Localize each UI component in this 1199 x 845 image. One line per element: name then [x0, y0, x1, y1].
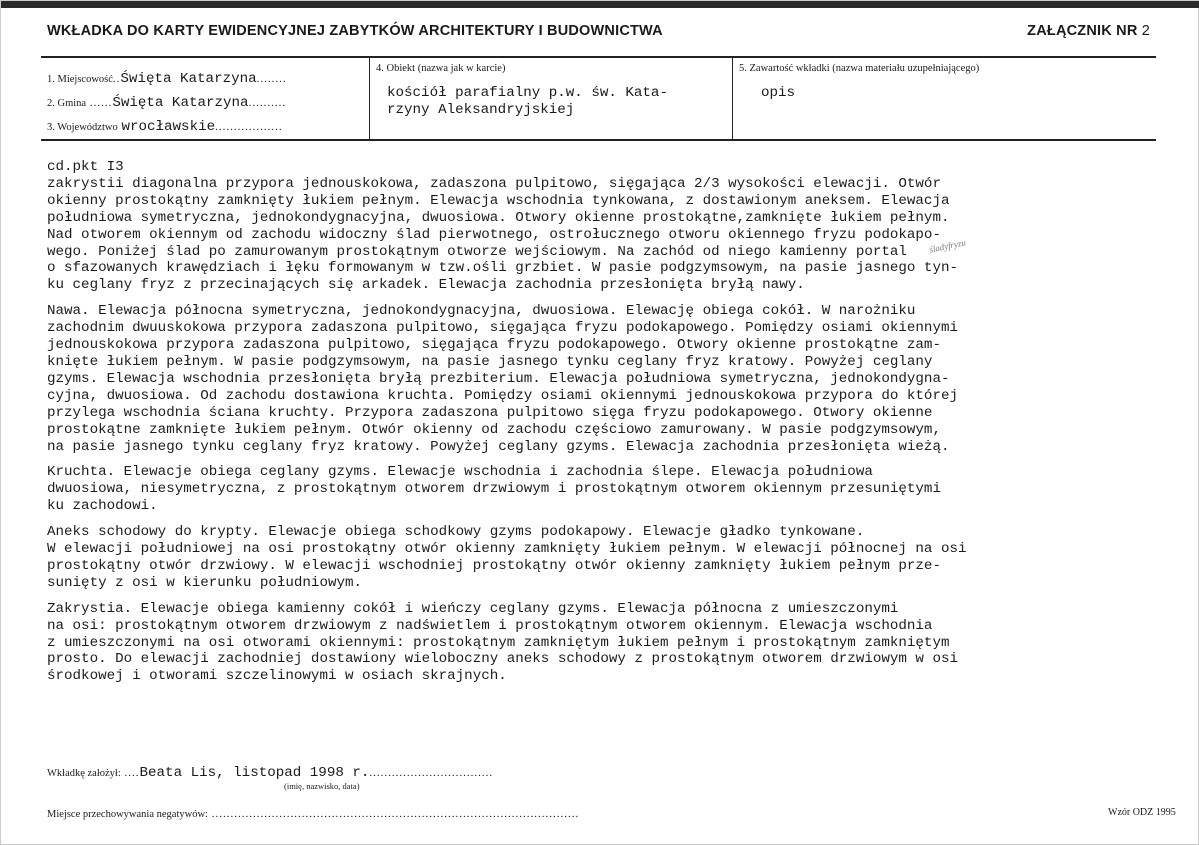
field-obiekt-line-1: kościół parafialny p.w. św. Kata- [387, 85, 668, 101]
body-line: sunięty z osi w kierunku południowym. [47, 574, 363, 591]
body-line: Nawa. Elewacja północna symetryczna, jednokondygnacyjna, dwuosiowa. Elewację obiega cokół. W narożniku [47, 303, 916, 320]
author-sublabel: (imię, nazwisko, data) [284, 781, 360, 791]
body-line: z umieszczonymi na osi otworami okiennymi: prostokątnym zamkniętym łukiem pełnym i prostokątnym zamkniętym [47, 634, 950, 651]
field-gmina: 2. Gmina ......Święta Katarzyna.......... [47, 95, 287, 111]
body-line: Aneks schodowy do krypty. Elewacje obiega schodkowy gzyms podokapowy. Elewacje gładko tynkowane. [47, 524, 865, 541]
body-line: na pasie jasnego tynku ceglany fryz kratowy. Powyżej ceglany gzyms. Elewacja zachodnia przesłonięta wieżą. [47, 438, 950, 455]
field-gmina-label: 2. Gmina [47, 98, 87, 109]
description-body [47, 159, 1157, 685]
author-row: Wkładkę założył: ....Beata Lis, listopad 1998 r.................................. [47, 765, 494, 781]
body-heading: cd.pkt I3 [47, 159, 124, 175]
field-wojewodztwo-value: wrocławskie [121, 119, 216, 135]
author-value: Beata Lis, listopad 1998 r. [139, 765, 370, 781]
paragraphs [47, 176, 1157, 685]
body-line: ku zachodowi. [47, 498, 158, 515]
field-gmina-value: Święta Katarzyna [112, 95, 249, 111]
body-line: na osi: prostokątnym otworem drzwiowym z nadświetlem i prostokątnym otworem okiennym. Elewacja wschodnia [47, 617, 933, 634]
form-code: Wzór ODZ 1995 [1108, 807, 1176, 818]
annex-label [1027, 23, 1150, 39]
field-zawartosc-value: opis [761, 85, 796, 101]
field-wojewodztwo-label: 3. Województwo [47, 122, 118, 133]
field-obiekt-label: 4. Obiekt (nazwa jak w karcie) [376, 63, 506, 74]
field-miejscowosc: 1. Miejscowość..Święta Katarzyna........ [47, 71, 287, 87]
body-line: ku ceglany fryz z przecinających się arkadek. Elewacja zachodnia przesłonięta bryłą nawy. [47, 277, 805, 294]
body-line: okienny prostokątny zamknięty łukiem pełnym. Elewacja wschodnia tynkowana, z dostawionym aneksem. Elewacja [47, 192, 950, 209]
body-line: zachodnim dwuuskokowa przypora zadaszona pulpitowo, sięgająca fryzu podokapowego. Pomiędzy osiami okiennymi [47, 320, 958, 337]
field-wojewodztwo: 3. Województwo wrocławskie.................. [47, 119, 283, 135]
annex-number: 2 [1141, 23, 1150, 39]
body-line: W elewacji południowej na osi prostokątny otwór okienny zamknięty łukiem pełnym. W elewacji północnej na osi [47, 541, 967, 558]
body-line: jednouskokowa przypora zadaszona pulpitowo, sięgająca fryzu podokapowego. Otwory okienne prostokątne zam- [47, 337, 941, 354]
field-divider-1 [369, 57, 370, 139]
field-miejscowosc-label: 1. Miejscowość [47, 74, 113, 85]
handwritten-annotation: śladyfryzu [928, 237, 967, 255]
form-title: WKŁADKA DO KARTY EWIDENCYJNEJ ZABYTKÓW ARCHITEKTURY I BUDOWNICTWA [47, 23, 663, 39]
body-line: środkowej i otworami szczelinowymi w osiach skrajnych. [47, 668, 507, 685]
field-miejscowosc-value: Święta Katarzyna [120, 71, 257, 87]
body-line: knięte łukiem pełnym. W pasie podgzymsowym, na pasie jasnego tynku ceglany fryz kratowy. Powyżej ceglany [47, 353, 933, 370]
field-divider-2 [732, 57, 733, 139]
field-obiekt-line-2: rzyny Aleksandryjskiej [387, 102, 575, 118]
negatives-label: Miejsce przechowywania negatywów: [47, 809, 208, 820]
author-label: Wkładkę założył: [47, 768, 121, 779]
body-line: wego. Poniżej ślad po zamurowanym prostokątnym otworze wejściowym. Na zachód od niego kamienny portal [47, 243, 907, 260]
field-zawartosc-label: 5. Zawartość wkładki (nazwa materiału uzupełniającego) [739, 63, 980, 74]
body-line: gzyms. Elewacja wschodnia przesłonięta bryłą prezbiterium. Elewacja południowa symetryczna, jednokondygna- [47, 370, 950, 387]
fields-rule [41, 139, 1156, 141]
body-line: Nad otworem okiennym od zachodu widoczny ślad pierwotnego, ostrołucznego otworu okiennego fryzu podokapo- [47, 226, 941, 243]
body-line: zakrystii diagonalna przypora jednouskokowa, zadaszona pulpitowo, sięgająca 2/3 wysokości elewacji. Otwór [47, 175, 941, 192]
body-line: o sfazowanych krawędziach i łęku formowanym w tzw.ośli grzbiet. W pasie podgzymsowym, na pasie jasnego tyn- [47, 260, 958, 277]
body-line: cyjna, dwuosiowa. Od zachodu dostawiona kruchta. Pomiędzy osiami okiennymi jednouskokowa przypora do której [47, 387, 958, 404]
annex-label-text: ZAŁĄCZNIK NR [1027, 23, 1138, 39]
body-line: przylega wschodnia ściana kruchty. Przypora zadaszona pulpitowo sięga fryzu podokapowego. Otwory okienne [47, 404, 933, 421]
negatives-row: Miejsce przechowywania negatywów: .................................................................................................. [47, 808, 580, 820]
body-line: dwuosiowa, niesymetryczna, z prostokątnym otworem drzwiowym i prostokątnym otworem okiennym przesuniętymi [47, 481, 941, 498]
body-line: prostokątny otwór drzwiowy. W elewacji wschodniej prostokątny otwór okienny zamknięty łukiem pełnym prze- [47, 557, 941, 574]
body-line: Kruchta. Elewacje obiega ceglany gzyms. Elewacje wschodnia i zachodnia ślepe. Elewacja południowa [47, 464, 873, 481]
body-line: południowa symetryczna, jednokondygnacyjna, dwuosiowa. Otwory okienne prostokątne,zamknięte łukiem pełnym. [47, 209, 950, 226]
body-line: prostokątne zamknięte łukiem pełnym. Otwór okienny od zachodu częściowo zamurowany. W pasie podgzymsowym, [47, 421, 941, 438]
body-line: Zakrystia. Elewacje obiega kamienny cokół i wieńczy ceglany gzyms. Elewacja północna z umieszczonymi [47, 600, 899, 617]
body-line: prosto. Do elewacji zachodniej dostawiony wieloboczny aneks schodowy z prostokątnym otworem drzwiowym w osi [47, 651, 958, 668]
top-border [1, 1, 1199, 8]
header-rule [41, 56, 1156, 58]
